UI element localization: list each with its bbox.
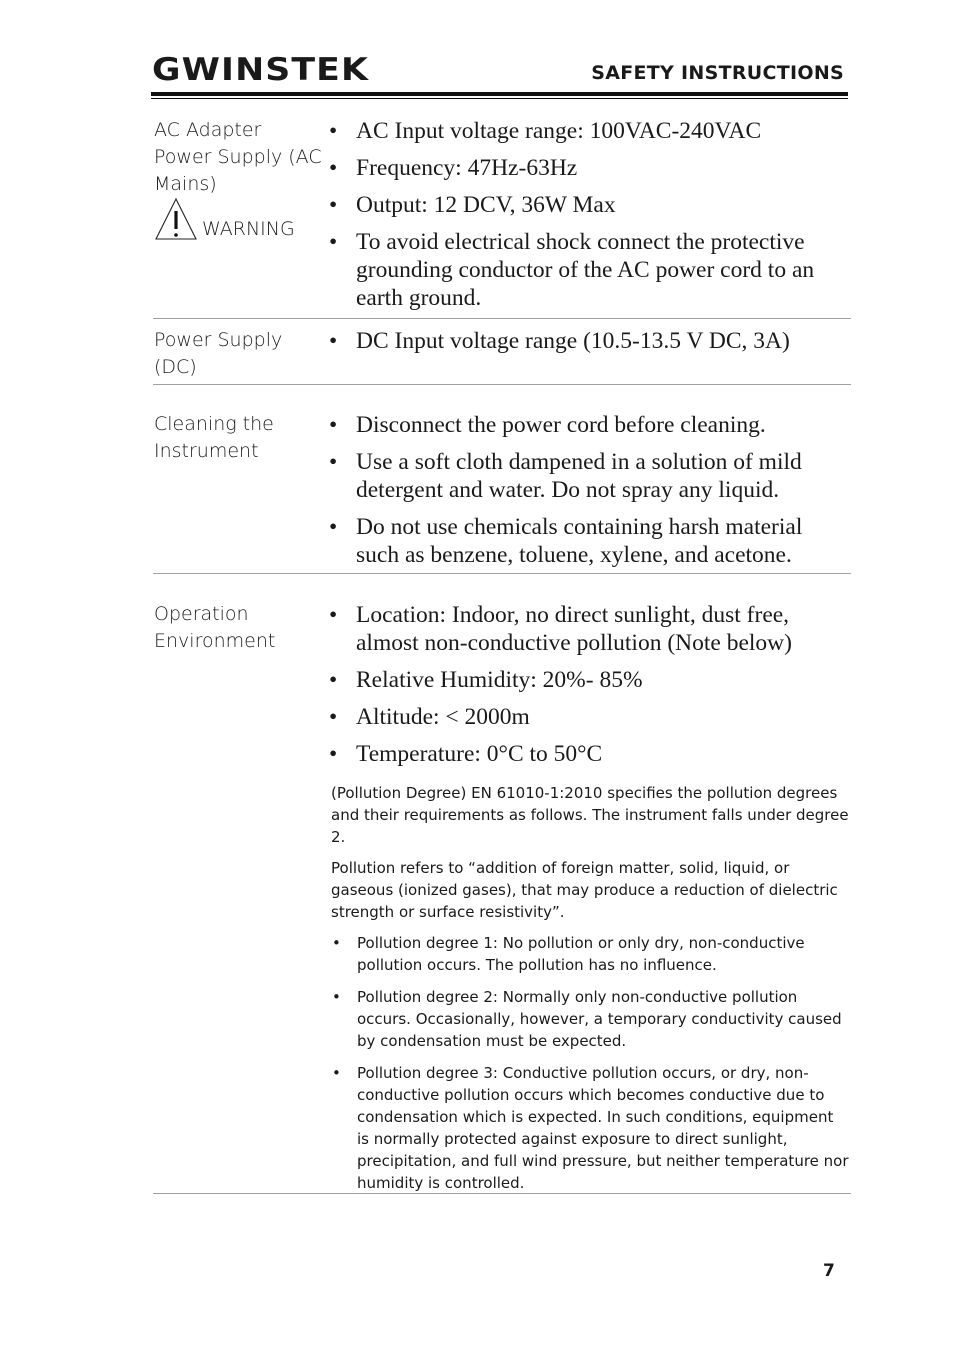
page-header-title: SAFETY INSTRUCTIONS	[591, 62, 844, 84]
pollution-degree-item: • Pollution degree 1: No pollution or only dry, non-conductive pollution occurs. The pollution has no influence.	[329, 932, 849, 976]
warning-label: WARNING	[202, 218, 295, 240]
warning-note	[154, 197, 314, 241]
header-rule-thin	[151, 98, 848, 99]
header-rule-thick	[151, 92, 848, 96]
list-item: • AC Input voltage range: 100VAC-240VAC	[329, 117, 849, 145]
list-item: • Temperature: 0°C to 50°C	[329, 740, 849, 768]
list-item: • Relative Humidity: 20%- 85%	[329, 666, 849, 694]
section-dc-supply	[153, 327, 851, 385]
section-operation-environment	[153, 601, 851, 1194]
list-item: • Location: Indoor, no direct sunlight, dust free, almost non-conductive pollution (Note below)	[329, 601, 849, 657]
list-item: • Do not use chemicals containing harsh material such as benzene, toluene, xylene, and acetone.	[329, 513, 849, 569]
list-item: • Frequency: 47Hz-63Hz	[329, 154, 849, 182]
pollution-definition: Pollution refers to “addition of foreign matter, solid, liquid, or gaseous (ionized gases), that may produce a reduction of dielectric strength or surface resistivity”.	[331, 859, 838, 921]
page-number: 7	[823, 1261, 835, 1281]
brand-logo: GWINSTEK	[152, 52, 370, 88]
list-item: • Disconnect the power cord before cleaning.	[329, 411, 849, 439]
pollution-degree-item: • Pollution degree 3: Conductive pollution occurs, or dry, non-conductive pollution occurs which becomes conductive due to condensation which is expected. In such conditions, equipment is normally protected against exposure to direct sunlight, precipitation, and full wind pressure, but neither temperature nor humidity is controlled.	[329, 1062, 849, 1194]
list-item: • Use a soft cloth dampened in a solution of mild detergent and water. Do not spray any liquid.	[329, 448, 849, 504]
pollution-degree-item: • Pollution degree 2: Normally only non-conductive pollution occurs. Occasionally, however, a temporary conductivity caused by condensation must be expected.	[329, 986, 849, 1052]
list-item: • Altitude: < 2000m	[329, 703, 849, 731]
section-label: Cleaning the Instrument	[154, 413, 274, 462]
warning-triangle-icon	[154, 197, 198, 241]
section-label: AC Adapter Power Supply (AC Mains)	[154, 119, 322, 195]
section-cleaning	[153, 411, 851, 574]
list-item: • To avoid electrical shock connect the protective grounding conductor of the AC power cord to an earth ground.	[329, 228, 849, 312]
section-label: Power Supply (DC)	[154, 329, 283, 378]
section-ac-adapter	[153, 117, 851, 319]
section-label: Operation Environment	[154, 603, 276, 652]
list-item: • Output: 12 DCV, 36W Max	[329, 191, 849, 219]
pollution-note: (Pollution Degree) EN 61010-1:2010 specifies the pollution degrees and their requirements as follows. The instrument falls under degree 2.	[331, 784, 849, 846]
list-item: • DC Input voltage range (10.5-13.5 V DC, 3A)	[329, 327, 849, 355]
